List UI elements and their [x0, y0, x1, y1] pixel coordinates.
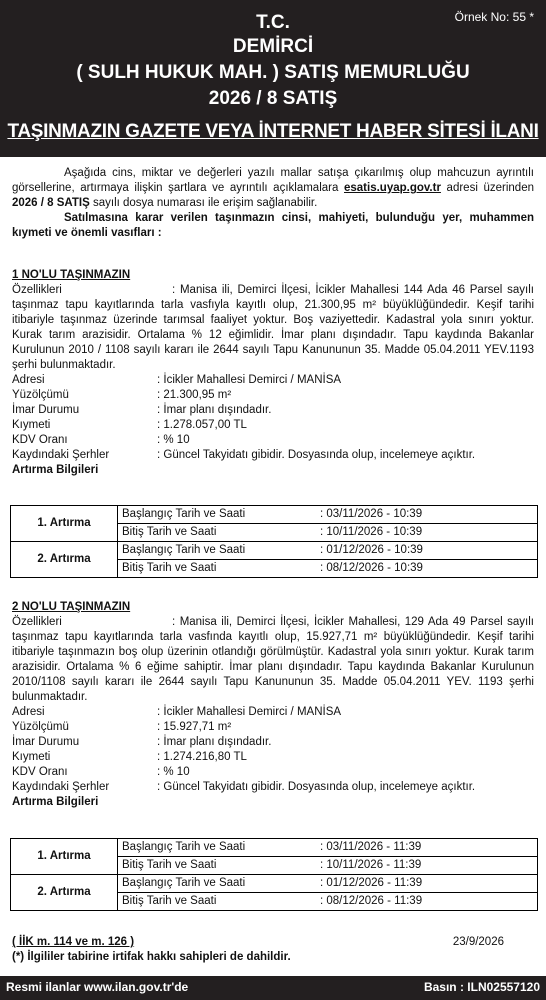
field-label: Yüzölçümü	[12, 721, 69, 733]
field-label: KDV Oranı	[12, 434, 68, 446]
field-label: Kıymeti	[12, 751, 51, 763]
field-label: İmar Durumu	[12, 404, 80, 416]
field-value-price	[12, 750, 534, 765]
table-row	[11, 875, 537, 893]
announcement-date: 23/9/2026	[452, 936, 504, 948]
field-annotations	[12, 448, 534, 463]
field-value: : % 10	[157, 766, 190, 778]
intro-text-c: sayılı dosya numarası ile erişim sağlanabilir.	[89, 197, 318, 209]
header-line-tc: T.C.	[256, 12, 290, 33]
field-vat	[12, 433, 534, 448]
end-label: Bitiş Tarih ve Saati	[118, 893, 317, 911]
footnote-note: (*) İlgililer tabirine irtifak hakkı sahipleri de dahildir.	[12, 951, 291, 963]
intro-section	[12, 166, 534, 241]
features-label: Özellikleri	[12, 616, 62, 628]
end-value: : 10/11/2026 - 11:39	[316, 857, 537, 875]
announcement-title: TAŞINMAZIN GAZETE VEYA İNTERNET HABER SİTESİ İLANI	[7, 121, 539, 142]
field-label: KDV Oranı	[12, 766, 68, 778]
field-value: : 21.300,95 m²	[157, 389, 232, 401]
end-label: Bitiş Tarih ve Saati	[118, 857, 317, 875]
table-row	[11, 542, 537, 560]
field-label: Kaydındaki Şerhler	[12, 449, 110, 461]
header-line-city: DEMİRCİ	[232, 36, 314, 57]
property-title: 1 NO'LU TAŞINMAZIN	[12, 269, 131, 281]
auction-heading: Artırma Bilgileri	[12, 796, 99, 808]
field-value: : % 10	[157, 434, 190, 446]
features-label: Özellikleri	[12, 284, 62, 296]
field-label: Yüzölçümü	[12, 389, 69, 401]
start-label: Başlangıç Tarih ve Saati	[118, 542, 317, 560]
auction-heading: Artırma Bilgileri	[12, 464, 99, 476]
start-label: Başlangıç Tarih ve Saati	[118, 875, 317, 893]
field-area	[12, 388, 534, 403]
start-label: Başlangıç Tarih ve Saati	[122, 508, 246, 520]
header-line-office: ( SULH HUKUK MAH. ) SATIŞ MEMURLUĞU	[76, 62, 470, 83]
field-label: İmar Durumu	[12, 736, 80, 748]
field-value-price	[12, 418, 534, 433]
field-label: Kaydındaki Şerhler	[12, 781, 110, 793]
end-value: : 08/12/2026 - 10:39	[316, 560, 537, 578]
field-address	[12, 705, 534, 720]
start-value: : 01/12/2026 - 11:39	[316, 875, 537, 893]
features-text: : Manisa ili, Demirci İlçesi, İcikler Mahallesi 144 Ada 46 Parsel sayılı taşınmaz tapu kayıtlarında tarla vasfıyla kayıtlı olup, 21.300,95 m² büyüklüğündedir. Keşif tarihi itibariyle taşınmaz üzerinde tarımsal faaliyet yoktur. Boş vaziyettedir. Kadastral yola sınırı yoktur. Kurak tarım arazisidir. Ortalama % 12 eğimlidir. İmar planı dışındadır. Tapu kaydında Bakanlar Kurulunun 2010 / 1108 sayılı kararı ile 2644 sayılı Tapu Kanununun 35. Madde 05.04.2011 YEV.1193 şerhi bulunmaktadır.	[12, 284, 534, 371]
auction-name: 1. Artırma	[11, 839, 118, 875]
footer-bar	[0, 976, 546, 1000]
intro-paragraph	[12, 166, 534, 211]
start-value: : 03/11/2026 - 10:39	[320, 508, 423, 520]
header-line-file: 2026 / 8 SATIŞ	[208, 88, 338, 109]
auction-name: 1. Artırma	[11, 506, 118, 542]
footnote-section	[12, 935, 534, 965]
intro-file-number: 2026 / 8 SATIŞ	[12, 197, 90, 209]
field-value: : Güncel Takyidatı gibidir. Dosyasında olup, incelemeye açıktır.	[157, 781, 476, 793]
field-area	[12, 720, 534, 735]
field-address	[12, 373, 534, 388]
field-value: : Güncel Takyidatı gibidir. Dosyasında olup, incelemeye açıktır.	[157, 449, 476, 461]
field-value: : 1.274.216,80 TL	[157, 751, 247, 763]
field-value: : 1.278.057,00 TL	[157, 419, 247, 431]
end-label: Bitiş Tarih ve Saati	[118, 524, 317, 542]
end-label: Bitiş Tarih ve Saati	[118, 560, 317, 578]
field-zoning	[12, 403, 534, 418]
auction-name: 2. Artırma	[11, 875, 118, 911]
intro-text-a: Aşağıda cins, miktar ve değerleri yazılı mallar satışa çıkarılmış olup mahcuzun ayrıntılı görsellerine, artırmaya ilişkin şartlara ve ayrıntılı açıklamalara	[12, 167, 534, 194]
end-value: : 10/11/2026 - 10:39	[316, 524, 537, 542]
footer-site: Resmi ilanlar www.ilan.gov.tr'de	[6, 980, 189, 994]
footer-press-code: Basın : ILN02557120	[423, 980, 540, 994]
field-vat	[12, 765, 534, 780]
law-reference: ( İİK m. 114 ve m. 126 )	[12, 936, 135, 948]
field-label: Kıymeti	[12, 419, 51, 431]
intro-subject-text: Satılmasına karar verilen taşınmazın cinsi, mahiyeti, bulunduğu yer, muhammen kıymeti ve önemli vasıfları :	[12, 212, 534, 239]
field-value: : 15.927,71 m²	[157, 721, 232, 733]
field-annotations	[12, 780, 534, 795]
features-text: : Manisa ili, Demirci İlçesi, İcikler Mahallesi, 129 Ada 49 Parsel sayılı taşınmaz tapu kayıtlarında tarla vasfında kayıtlı olup, 15.927,71 m² büyüklüğündedir. Keşif tarihi itibariyle taşınmazın boş olup üzerinin otlandığı görülmüştür. Kadastral yola sınırı yoktur. Kurak tarım arazisidir. Ortalama % 6 eğime sahiptir. İmar planı dışındadır. Tapu kaydında Bakanlar Kurulunun 2010/1108 sayılı kararı ile 2644 sayılı Tapu Kanununun 35. Madde 05.04.2011 YEV. 1193 şerhi bulunmaktadır.	[12, 616, 534, 703]
property-1	[12, 268, 534, 478]
start-value: : 03/11/2026 - 11:39	[320, 841, 422, 853]
table-row	[11, 839, 537, 857]
field-value: : İcikler Mahallesi Demirci / MANİSA	[157, 706, 342, 718]
esatis-link[interactable]: esatis.uyap.gov.tr	[344, 182, 441, 194]
table-row	[11, 506, 537, 524]
property-title: 2 NO'LU TAŞINMAZIN	[12, 601, 131, 613]
header-banner	[0, 0, 546, 157]
intro-subject	[12, 211, 534, 241]
end-value: : 08/12/2026 - 11:39	[316, 893, 537, 911]
sample-number: Örnek No: 55 *	[454, 10, 534, 24]
intro-text-b: adresi üzerinden	[440, 182, 534, 194]
start-value: : 01/12/2026 - 10:39	[316, 542, 537, 560]
property-2	[12, 600, 534, 810]
auction-table-1	[10, 505, 538, 578]
auction-name: 2. Artırma	[11, 542, 118, 578]
auction-table-2	[10, 838, 538, 911]
start-label: Başlangıç Tarih ve Saati	[122, 841, 246, 853]
field-label: Adresi	[12, 374, 45, 386]
field-value: : İmar planı dışındadır.	[157, 404, 272, 416]
field-value: : İcikler Mahallesi Demirci / MANİSA	[157, 374, 342, 386]
field-label: Adresi	[12, 706, 45, 718]
field-value: : İmar planı dışındadır.	[157, 736, 272, 748]
field-zoning	[12, 735, 534, 750]
